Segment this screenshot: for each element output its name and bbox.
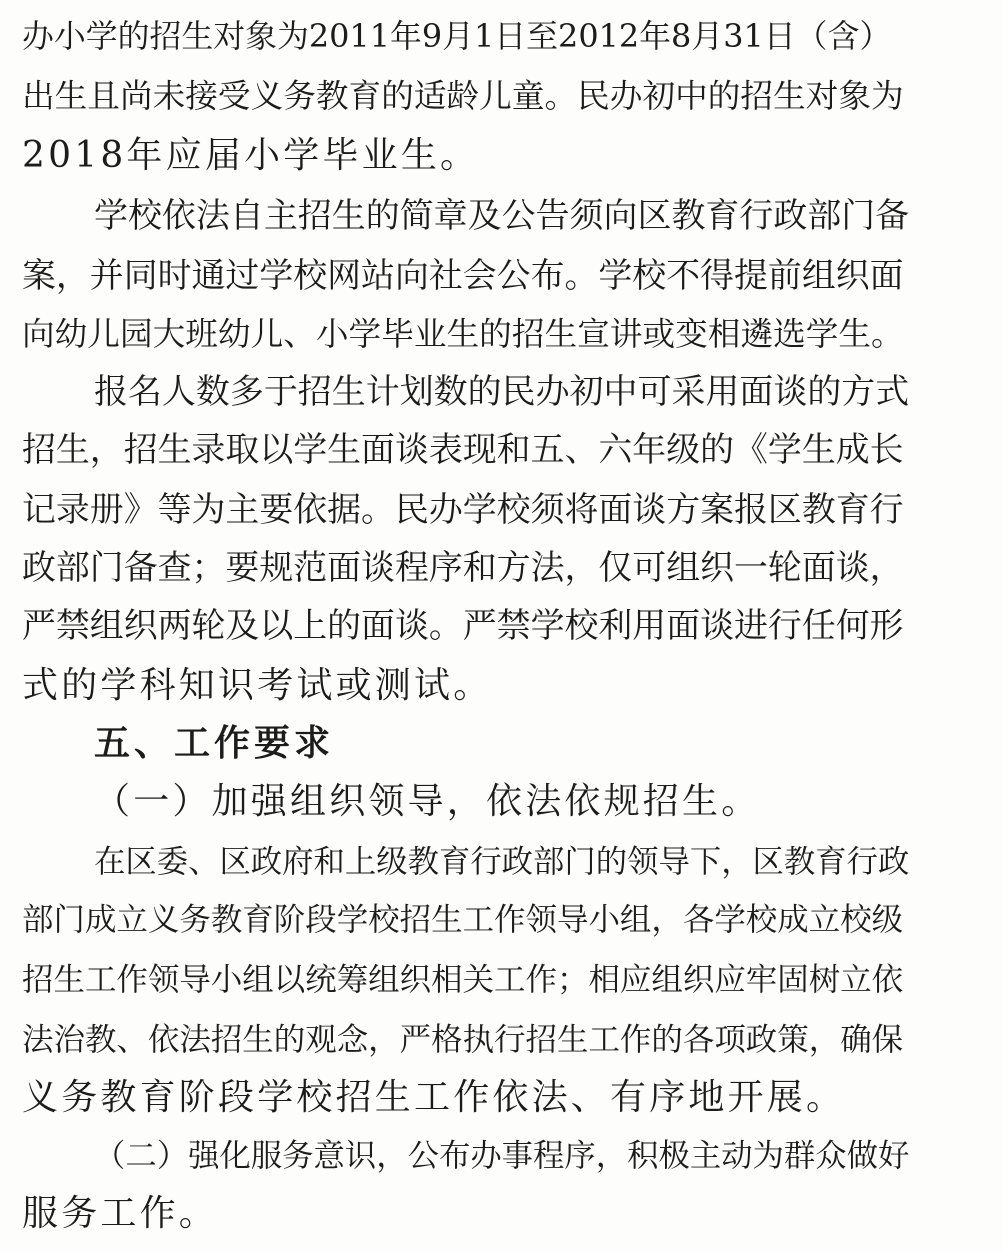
text-line: 政部门备查；要规范面谈程序和方法，仅可组织一轮面谈， (22, 548, 904, 587)
subsection-heading: （二）强化服务意识，公布办事程序，积极主动为群众做好 (94, 1138, 910, 1174)
text-line: 法治教、依法招生的观念，严格执行招生工作的各项政策，确保 (22, 1022, 904, 1058)
text-line: 式的学科知识考试或测试。 (22, 665, 493, 706)
text-line: 服务工作。 (22, 1193, 219, 1234)
text-line: 招生，招生录取以学生面谈表现和五、六年级的《学生成长 (22, 430, 904, 469)
paragraph-first-line: 在区委、区政府和上级教育行政部门的领导下，区教育行政 (94, 844, 910, 880)
text-line: 部门成立义务教育阶段学校招生工作领导小组，各学校成立校级 (22, 902, 904, 938)
text-line: 办小学的招生对象为2011年9月1日至2012年8月31日（含） (22, 17, 892, 55)
text-line: 出生且尚未接受义务教育的适龄儿童。民办初中的招生对象为 (22, 77, 904, 115)
text-line: 招生工作领导小组以统筹组织相关工作；相应组织应牢固树立依 (22, 962, 904, 998)
section-heading: 五、工作要求 (94, 723, 335, 764)
text-line: 记录册》等为主要依据。民办学校须将面谈方案报区教育行 (22, 490, 904, 529)
paragraph-first-line: 报名人数多于招生计划数的民办初中可采用面谈的方式 (94, 372, 910, 412)
subsection-heading: （一）加强组织领导，依法依规招生。 (94, 781, 761, 822)
text-line: 案，并同时通过学校网站向社会公布。学校不得提前组织面 (22, 256, 904, 295)
text-line: 2018年应届小学毕业生。 (22, 135, 480, 176)
text-line: 义务教育阶段学校招生工作依法、有序地开展。 (22, 1077, 846, 1118)
text-line: 严禁组织两轮及以上的面谈。严禁学校利用面谈进行任何形 (22, 606, 904, 645)
paragraph-first-line: 学校依法自主招生的简章及公告须向区教育行政部门备 (94, 196, 910, 236)
text-line: 向幼儿园大班幼儿、小学毕业生的招生宣讲或变相遴选学生。 (22, 315, 904, 353)
